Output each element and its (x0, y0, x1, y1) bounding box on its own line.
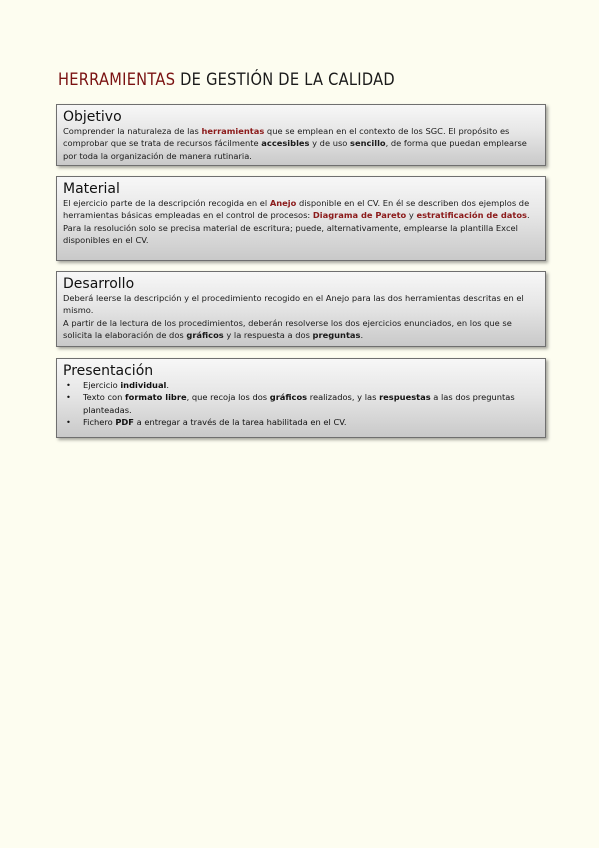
presentacion-section (56, 358, 546, 438)
text-span: A partir de la lectura de los procedimientos, deberán resolverse los dos ejercicios enunciados, en los que se solicita la elaboración de dos (63, 317, 512, 340)
objetivo-heading: Objetivo (63, 109, 122, 125)
bold-pdf: PDF (115, 416, 134, 427)
bold-individual: individual (120, 380, 167, 390)
bold-graficos: gráficos (269, 392, 308, 403)
text-span: . (166, 380, 170, 390)
material-text-2: Para la resolución solo se precisa material de escritura; puede, alternativamente, emplearse la plantilla Excel disponibles en el CV. (63, 222, 518, 245)
text-span: realizados, y las (307, 392, 380, 403)
text-span: . (527, 210, 530, 221)
material-section (56, 176, 546, 261)
text-span: a entregar a través de la tarea habilitada en el CV. (133, 416, 347, 427)
list-item (63, 391, 539, 416)
text-span: a las dos preguntas planteadas. (83, 392, 515, 415)
objetivo-section (56, 104, 546, 166)
material-text-1 (63, 197, 539, 222)
presentacion-list (63, 379, 539, 428)
bold-graficos: gráficos (186, 329, 224, 340)
list-item (63, 416, 539, 428)
text-span: Comprender la naturaleza de las (63, 126, 202, 136)
material-heading: Material (63, 181, 120, 197)
text-span: y la respuesta a dos (223, 329, 313, 340)
page-title (58, 70, 395, 90)
bold-preguntas: preguntas (312, 329, 361, 340)
highlight-diagrama-pareto: Diagrama de Pareto (312, 210, 407, 221)
bold-formato-libre: formato libre (125, 392, 187, 403)
bold-accesibles: accesibles (261, 138, 310, 149)
presentacion-heading: Presentación (63, 363, 154, 379)
bold-sencillo: sencillo (350, 138, 386, 149)
desarrollo-text-2 (63, 317, 539, 342)
page-title-rest: DE GESTIÓN DE LA CALIDAD (175, 70, 395, 90)
text-span: disponible en el CV. En él se describen dos ejemplos de herramientas básicas empleadas en el control de procesos: (63, 198, 530, 221)
highlight-estratificacion: estratificación de datos (416, 210, 527, 221)
highlight-herramientas: herramientas (201, 126, 265, 136)
text-span: y (406, 210, 417, 221)
list-item (63, 379, 539, 391)
text-span: y de uso (309, 138, 350, 149)
text-span: El ejercicio parte de la descripción recogida en el (63, 198, 270, 208)
desarrollo-section (56, 271, 546, 347)
page-title-accent: HERRAMIENTAS (58, 70, 176, 90)
objetivo-text (63, 125, 539, 162)
text-span: Texto con (83, 392, 126, 403)
text-span: , que recoja los dos (186, 392, 270, 403)
bold-respuestas: respuestas (379, 392, 431, 403)
desarrollo-text-1: Deberá leerse la descripción y el procedimiento recogido en el Anejo para las dos herramientas descritas en el mismo. (63, 293, 524, 316)
text-span: Ejercicio (83, 380, 121, 390)
text-span: , de forma que puedan emplearse por toda la organización de manera rutinaria. (63, 138, 527, 161)
highlight-anejo: Anejo (269, 198, 297, 208)
desarrollo-heading: Desarrollo (63, 276, 135, 292)
text-span: que se emplean en el contexto de los SGC. El propósito es comprobar que se trata de recursos fácilmente (63, 126, 510, 149)
text-span: . (360, 329, 364, 340)
text-span: Fichero (83, 416, 116, 427)
